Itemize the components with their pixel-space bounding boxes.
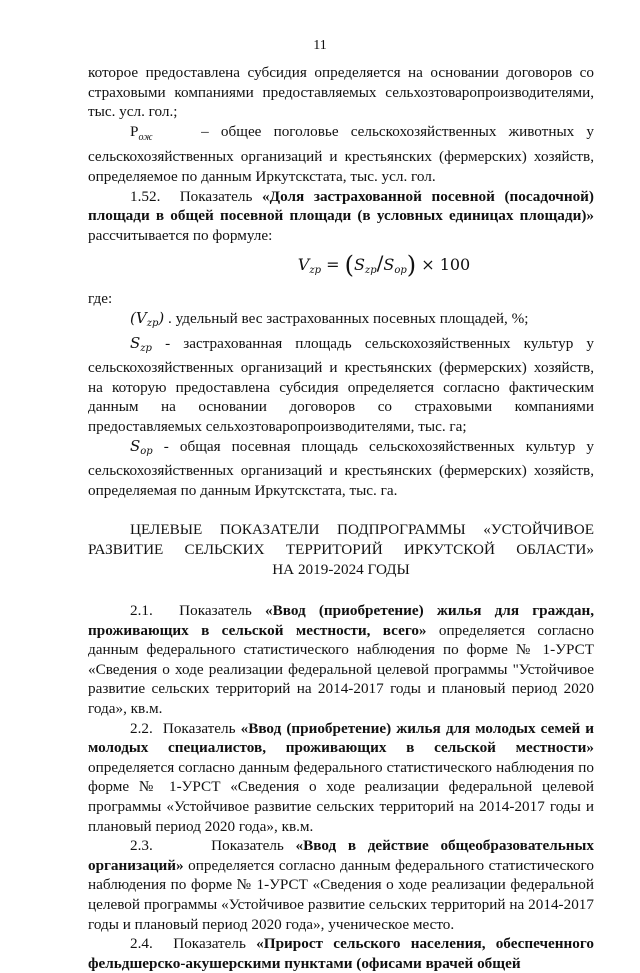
- definition-sop: [88, 437, 594, 501]
- definition-vzp: [88, 309, 594, 334]
- item-1-52: [88, 187, 594, 246]
- where-label: где:: [88, 290, 113, 308]
- section-heading-line-3: НА 2019-2024 ГОДЫ: [272, 560, 410, 578]
- definition-szp: [88, 334, 594, 437]
- item-2-4-title: «Прирост сельского населения, обеспеченного фельдшерско-акушерскими пунктами (офисами врачей общей: [88, 935, 594, 972]
- definition-szp-text: - застрахованная площадь сельскохозяйственных культур у сельскохозяйственных организаций и крестьянских (фермерских) хозяйств, на которую предоставлена субсидия определяется согласно фактическим данным на основании договоров со страховыми компаниями предоставляемых сельхозтоваропроизводителями, тыс. га;: [88, 334, 594, 435]
- section-heading-line-1: ЦЕЛЕВЫЕ ПОКАЗАТЕЛИ ПОДПРОГРАММЫ «УСТОЙЧИВОЕ: [130, 521, 594, 539]
- intro-paragraph: которое предоставлена субсидия определяется на основании договоров со страховыми компаниями предоставляемых сельхозтоваропроизводителями, тыс. усл. гол.;: [88, 64, 594, 121]
- item-2-2: 2.2. Показатель «Ввод (приобретение) жилья для молодых семей и молодых специалистов, проживающих в сельской местности» определяется согласно данным федерального статистического наблюдения по форме № 1-УРСТ «Сведения о ходе реализации федеральной целевой программы «Устойчивое развитие сельских территорий на 2014-2017 годы и плановый период 2020 года», кв.м.: [88, 719, 594, 835]
- r-symbol: $Р_{ож}$: [130, 122, 153, 143]
- r-definition-text: – общее поголовье сельскохозяйственных животных у сельскохозяйственных организаций и крестьянских (фермерских) хозяйств, определяемое по данным Иркутскстата, тыс. усл. гол.: [88, 122, 594, 185]
- item-1-52-title: «Доля застрахованной посевной (посадочной) площади в общей посевной площади (в условных единицах площади)»: [88, 187, 594, 225]
- r-definition: [88, 122, 594, 187]
- section-heading-line-2: РАЗВИТИЕ СЕЛЬСКИХ ТЕРРИТОРИЙ ИРКУТСКОЙ ОБЛАСТИ»: [88, 540, 594, 558]
- symbol-szp: $S_{zp}$: [130, 333, 152, 354]
- section-heading: [88, 520, 594, 579]
- item-2-4: 2.4. Показатель «Прирост сельского населения, обеспеченного фельдшерско-акушерскими пунктами (офисами врачей общей: [88, 935, 594, 972]
- definition-sop-text: - общая посевная площадь сельскохозяйственных культур у сельскохозяйственных организаций и крестьянских (фермерских) хозяйств, определяемая по данным Иркутскстата, тыс. га.: [88, 437, 595, 499]
- item-2-1: 2.1. Показатель «Ввод (приобретение) жилья для граждан, проживающих в сельской местности, всего» определяется согласно данным федерального статистического наблюдения по форме № 1-УРСТ «Сведения о ходе реализации федеральной целевой программы "Устойчивое развитие сельских территорий на 2014-2017 годы и плановый период 2020 года», кв.м.: [88, 602, 594, 718]
- item-1-52-suffix: рассчитывается по формуле:: [88, 226, 273, 244]
- item-2-2-text: определяется согласно данным федерального статистического наблюдения по форме № 1-УРСТ «Сведения о ходе реализации федеральной целевой программы «Устойчивое развитие сельских территорий на 2014-2017 годы и плановый период 2020 года», кв.м.: [88, 758, 594, 835]
- formula: $V_{zp} = (S_{zp}/S_{op}) \times 100$: [297, 251, 471, 280]
- page-content: [88, 63, 594, 973]
- symbol-vzp: $(V_{zp})$: [130, 308, 165, 329]
- item-2-1-text: определяется согласно данным федерального статистического наблюдения по форме № 1-УРСТ «Сведения о ходе реализации федеральной целевой программы "Устойчивое развитие сельских территорий на 2014-2017 годы и плановый период 2020 года», кв.м.: [88, 621, 594, 718]
- item-2-2-title: «Ввод (приобретение) жилья для молодых семей и молодых специалистов, проживающих в сельской местности»: [88, 719, 594, 757]
- definition-vzp-text: . удельный вес застрахованных посевных площадей, %;: [168, 309, 529, 327]
- item-1-52-prefix: Показатель: [179, 187, 253, 205]
- item-2-3-title: «Ввод в действие общеобразовательных организаций»: [88, 837, 595, 874]
- symbol-sop: $S_{op}$: [130, 436, 153, 457]
- page-number: 11: [313, 38, 327, 53]
- item-2-3-text: определяется согласно данным федерального статистического наблюдения по форме № 1-УРСТ «Сведения о ходе реализации федеральной целевой программы «Устойчивое развитие сельских территорий на 2014-2017 годы и плановый период 2020 года», ученическое место.: [88, 856, 594, 933]
- item-2-3: 2.3. Показатель «Ввод в действие общеобразовательных организаций» определяется согласно данным федерального статистического наблюдения по форме № 1-УРСТ «Сведения о ходе реализации федеральной целевой программы «Устойчивое развитие сельских территорий на 2014-2017 годы и плановый период 2020 года», ученическое место.: [88, 837, 595, 933]
- item-1-52-number: 1.52.: [130, 187, 161, 205]
- item-2-1-title: «Ввод (приобретение) жилья для граждан, проживающих в сельской местности, всего»: [88, 602, 594, 639]
